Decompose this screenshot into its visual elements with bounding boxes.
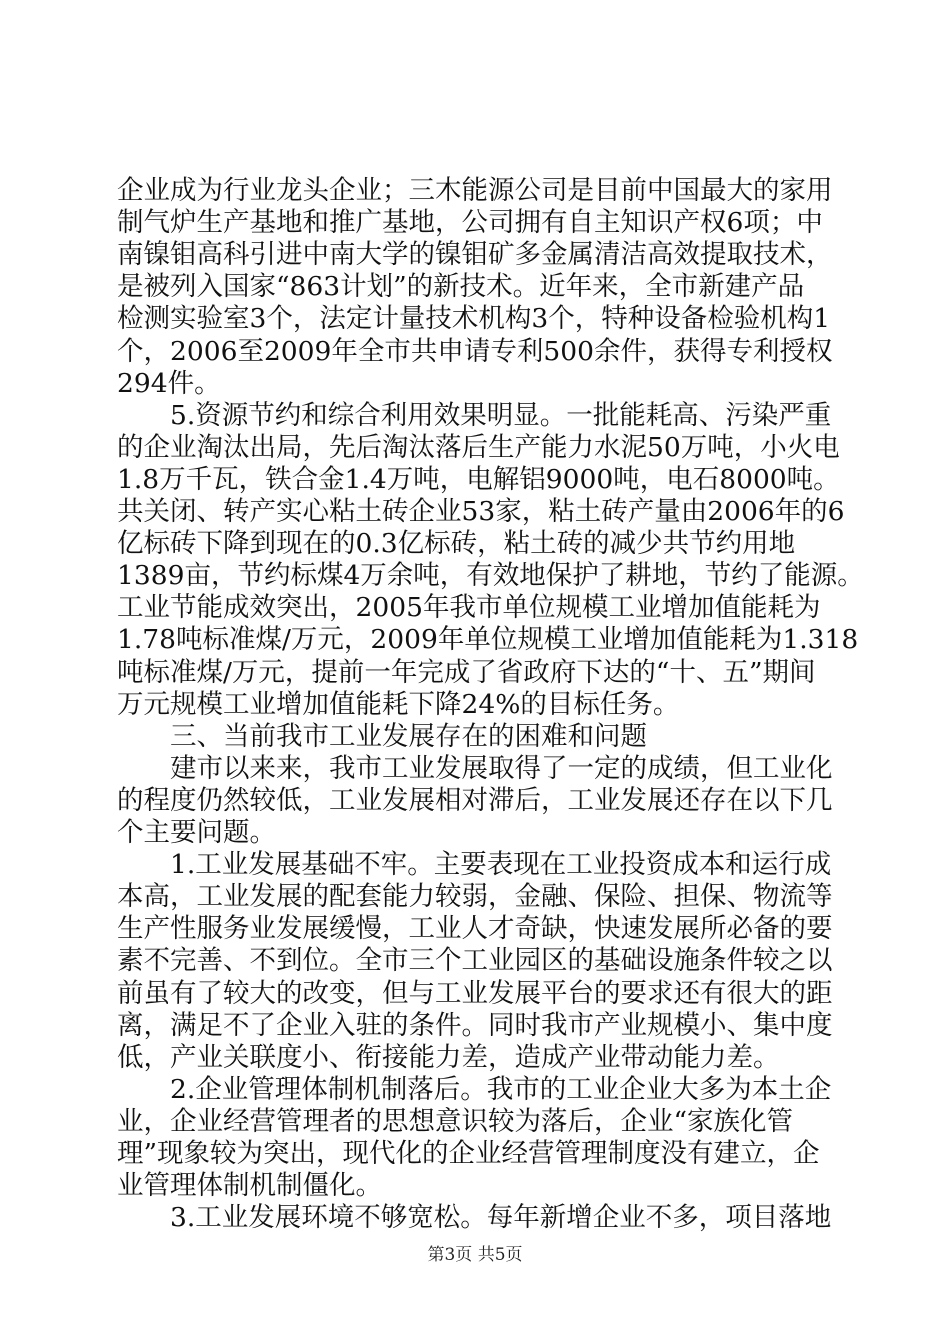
text-line: 前虽有了较大的改变，但与工业发展平台的要求还有很大的距 [117,977,833,1009]
text-line: 的程度仍然较低，工业发展相对滞后，工业发展还存在以下几 [117,784,833,816]
text-line: 吨标准煤/万元，提前一年完成了省政府下达的“十、五”期间 [117,656,816,688]
text-line: 业，企业经营管理者的思想意识较为落后，企业“家族化管 [117,1105,794,1137]
text-line: 建市以来来，我市工业发展取得了一定的成绩，但工业化 [117,752,833,784]
text-line: 1.78吨标准煤/万元，2009年单位规模工业增加值能耗为1.318 [117,624,859,656]
text-line: 三、当前我市工业发展存在的困难和问题 [117,720,647,752]
text-line: 素不完善、不到位。全市三个工业园区的基础设施条件较之以 [117,945,833,977]
text-line: 5.资源节约和综合利用效果明显。一批能耗高、污染严重 [117,399,832,431]
text-line: 制气炉生产基地和推广基地，公司拥有自主知识产权6项；中 [117,207,823,239]
text-line: 是被列入国家“863计划”的新技术。近年来，全市新建产品 [117,271,805,303]
text-line: 294件。 [117,367,221,399]
text-line: 南镍钼高科引进中南大学的镍钼矿多金属清洁高效提取技术， [117,239,833,271]
text-line: 1389亩，节约标煤4万余吨，有效地保护了耕地，节约了能源。 [117,560,864,592]
text-line: 低，产业关联度小、衔接能力差，造成产业带动能力差。 [117,1041,780,1073]
text-line: 离，满足不了企业入驻的条件。同时我市产业规模小、集中度 [117,1009,833,1041]
text-line: 生产性服务业发展缓慢，工业人才奇缺，快速发展所必备的要 [117,913,833,945]
text-line: 业管理体制机制僵化。 [117,1170,382,1202]
text-line: 3.工业发展环境不够宽松。每年新增企业不多，项目落地 [117,1202,832,1234]
text-line: 工业节能成效突出，2005年我市单位规模工业增加值能耗为 [117,592,821,624]
text-line: 本高，工业发展的配套能力较弱，金融、保险、担保、物流等 [117,881,833,913]
text-line: 理”现象较为突出，现代化的企业经营管理制度没有建立，企 [117,1138,820,1169]
text-line: 1.8万千瓦，铁合金1.4万吨，电解铝9000吨，电石8000吨。 [117,463,840,495]
text-line: 的企业淘汰出局，先后淘汰落后生产能力水泥50万吨，小火电 [117,431,840,463]
text-line: 万元规模工业增加值能耗下降24%的目标任务。 [117,688,680,720]
text-line: 个，2006至2009年全市共申请专利500余件，获得专利授权 [117,335,833,367]
text-line: 企业成为行业龙头企业；三木能源公司是目前中国最大的家用 [117,175,833,206]
text-line: 个主要问题。 [117,817,276,848]
text-line: 亿标砖下降到现在的0.3亿标砖，粘土砖的减少共节约用地 [117,528,796,560]
text-line: 共关闭、转产实心粘土砖企业53家，粘土砖产量由2006年的6 [117,496,845,527]
page-footer: 第3页 共5页 [427,1245,523,1265]
text-line: 1.工业发展基础不牢。主要表现在工业投资成本和运行成 [117,849,832,881]
text-line: 检测实验室3个，法定计量技术机构3个，特种设备检验机构1 [117,303,831,335]
text-line: 2.企业管理体制机制落后。我市的工业企业大多为本土企 [117,1073,832,1105]
